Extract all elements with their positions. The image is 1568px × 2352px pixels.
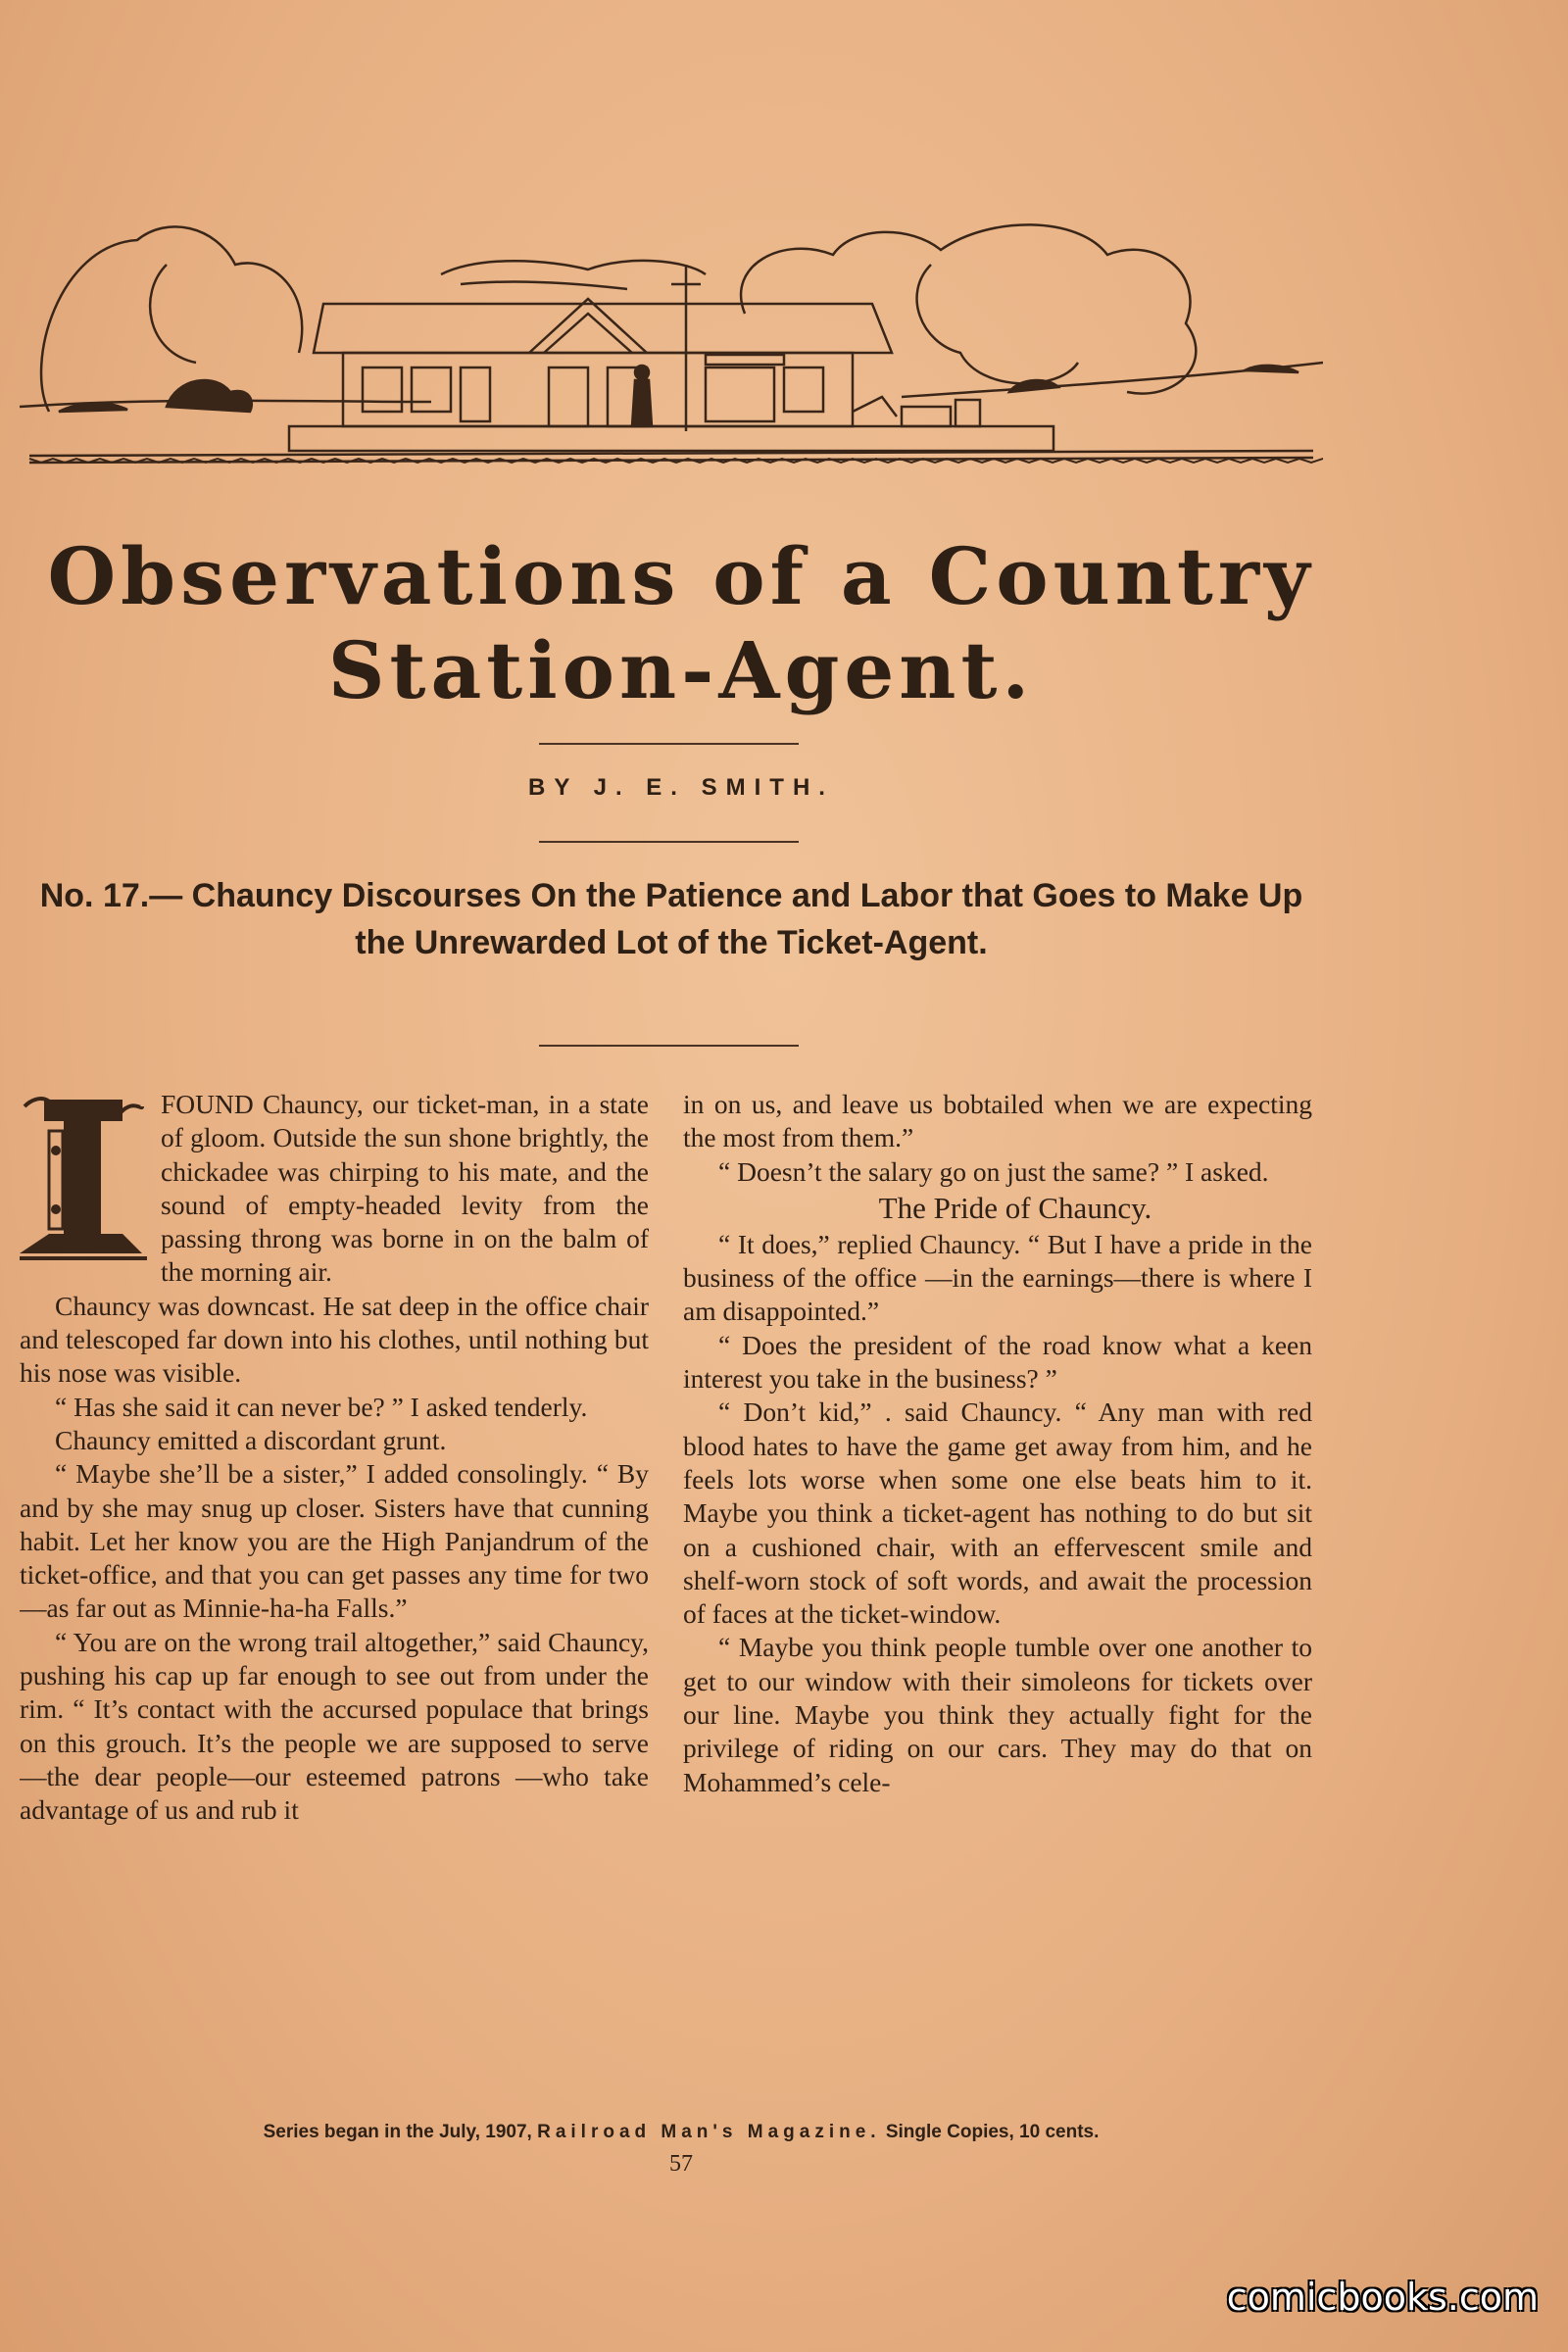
paragraph: “ Doesn’t the salary go on just the same? ” I asked. [718, 1155, 1269, 1187]
magazine-name: Railroad Man's Magazine. [537, 2122, 881, 2142]
subtitle-divider [539, 1045, 799, 1047]
section-heading: The Pride of Chauncy. [878, 1190, 1152, 1225]
railway-station-illustration [20, 206, 1323, 480]
byline: BY J. E. SMITH. [528, 774, 834, 801]
right-column [683, 1088, 1312, 2117]
paragraph: “ It does,” replied Chauncy. “ But I have a pride in the business of the office —in the earnings—there is where I am disappointed.” [683, 1228, 1312, 1327]
paragraph: “ Don’t kid,” . said Chauncy. “ Any man with red blood hates to have the game get away from him, and he feels lots worse when some one else beats him to it. Maybe you think a ticket-agent has nothing to do but sit on a cushioned chair, with an effervescent smile and shelf-worn stock of soft words, and await the procession of faces at the ticket-window. [683, 1396, 1312, 1630]
title-divider [539, 743, 799, 745]
price-note: Single Copies, 10 cents. [885, 2122, 1100, 2142]
paragraph: “ Maybe you think people tumble over one another to get to our window with their simoleons for tickets over our line. Maybe you think they actually fight for the privilege of riding on our cars. They may do that on Mohammed’s cele- [683, 1632, 1312, 1797]
paragraph: “ Has she said it can never be? ” I asked tenderly. [55, 1391, 588, 1422]
paragraph: Chauncy emitted a discordant grunt. [55, 1424, 447, 1455]
byline-divider [539, 841, 799, 843]
article-subtitle: No. 17.— Chauncy Discourses On the Patience and Labor that Goes to Make Up the Unrewarded Lot of the Ticket-Agent. [39, 877, 1303, 961]
article-title-line-1: Observations of a Country [47, 530, 1315, 622]
paragraph: “ You are on the wrong trail altogether,” said Chauncy, pushing his cap up far enough to see out from under the rim. “ It’s contact with the accursed populace that brings on this grouch. It’s the people we are supposed to serve —the dear people—our esteemed patrons —who take advantage of us and rub it [20, 1626, 649, 1826]
series-footer [0, 2122, 1362, 2143]
paragraph: “ Maybe she’ll be a sister,” I added consolingly. “ By and by she may snug up closer. Sisters have that cunning habit. Let her know you are the High Panjandrum of the ticket-office, and that you can get passes any time for two—as far out as Minnie-ha-ha Falls.” [20, 1458, 649, 1624]
series-note: Series began in the July, 1907, [263, 2122, 532, 2142]
paragraph: “ Does the president of the road know what a keen interest you take in the business? ” [683, 1329, 1312, 1395]
paragraph: FOUND Chauncy, our ticket-man, in a state of gloom. Outside the sun shone brightly, the chickadee was chirping to his mate, and the sound of empty-headed levity from the passing throng was borne in on the balm of the morning air. [161, 1089, 649, 1288]
paragraph: in on us, and leave us bobtailed when we are expecting the most from them.” [683, 1089, 1312, 1153]
page-number: 57 [669, 2151, 693, 2177]
article-title-line-2: Station-Agent. [327, 624, 1035, 716]
left-column [20, 1088, 649, 2117]
dropcap-letter-I-icon [20, 1092, 147, 1263]
site-watermark: comicbooks.com [1226, 2276, 1539, 2319]
paragraph: Chauncy was downcast. He sat deep in the office chair and telescoped far down into his clothes, until nothing but his nose was visible. [20, 1290, 649, 1389]
